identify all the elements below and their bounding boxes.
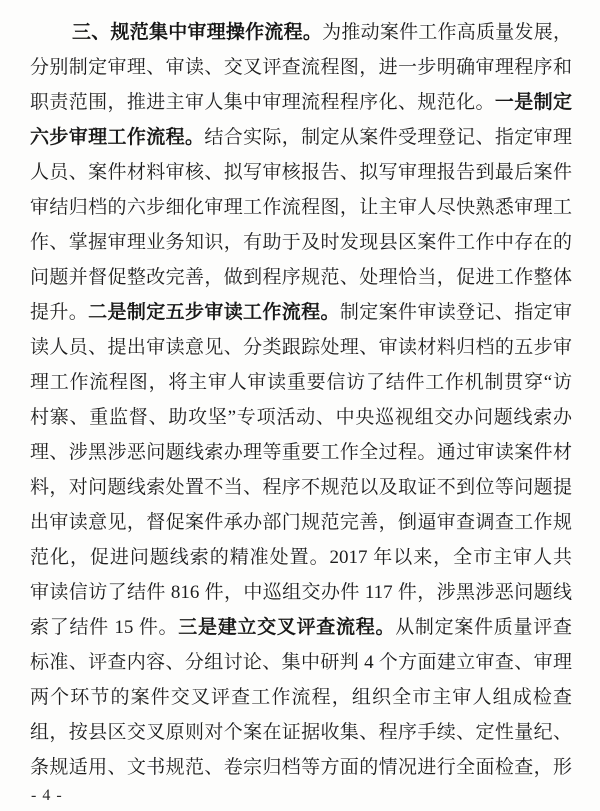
text-line	[30, 750, 572, 785]
text-segment: 审读信访了结件 816 件，中巡组交办件 117 件，涉黑涉恶问题线	[30, 582, 572, 603]
text-line	[30, 610, 572, 645]
text-line	[30, 715, 572, 750]
text-segment: 组，按县区交叉原则对个案在证据收集、程序手续、定性量纪、	[30, 722, 572, 743]
text-segment: 出审读意见，督促案件承办部门规范完善，倒逼审查调查工作规	[30, 512, 572, 533]
text-segment: 审结归档的六步细化审理工作流程图，让主审人尽快熟悉审理工	[30, 197, 572, 218]
text-line	[30, 85, 572, 120]
text-line	[30, 15, 572, 50]
text-segment: 理工作流程图，将主审人审读重要信访了结件工作机制贯穿“访	[30, 372, 572, 393]
text-segment: 村寨、重监督、助攻坚”专项活动、中央巡视组交办问题线索办	[30, 407, 572, 428]
text-line	[30, 540, 572, 575]
text-segment: 结合实际，制定从案件受理登记、指定审理	[204, 127, 572, 148]
text-segment: 三是建立交叉评查流程。	[178, 617, 396, 638]
text-segment: 提升。	[30, 302, 89, 323]
text-line	[30, 295, 572, 330]
text-line	[30, 575, 572, 610]
text-segment: 一是制定	[494, 92, 572, 113]
text-segment: 标准、评查内容、分组讨论、集中研判 4 个方面建立审查、审理	[30, 652, 572, 673]
text-line	[30, 505, 572, 540]
text-line	[30, 330, 572, 365]
document-text	[30, 15, 572, 785]
text-segment: 为推动案件工作高质量发展，	[322, 22, 572, 43]
text-segment: 理、涉黑涉恶问题线索办理等重要工作全过程。通过审读案件材	[30, 442, 572, 463]
text-segment: 制定案件审读登记、指定审	[339, 302, 572, 323]
text-line	[30, 645, 572, 680]
text-segment: 分别制定审理、审读、交叉评查流程图，进一步明确审理程序和	[30, 57, 572, 78]
text-segment: 作、掌握审理业务知识，有助于及时发现县区案件工作中存在的	[30, 232, 572, 253]
text-segment: 职责范围，推进主审人集中审理流程程序化、规范化。	[30, 92, 495, 113]
text-segment: 料，对问题线索处置不当、程序不规范以及取证不到位等问题提	[30, 477, 572, 498]
text-segment: 从制定案件质量评查	[395, 617, 572, 638]
text-segment: 二是制定五步审读工作流程。	[88, 302, 340, 323]
text-segment: 索了结件 15 件。	[30, 617, 179, 638]
text-segment: 条规适用、文书规范、卷宗归档等方面的情况进行全面检查，形	[30, 757, 572, 778]
text-line	[30, 435, 572, 470]
text-line	[30, 260, 572, 295]
text-line	[30, 120, 572, 155]
text-segment: 三、规范集中审理操作流程。	[72, 22, 323, 43]
text-segment: 读人员、提出审读意见、分类跟踪处理、审读材料归档的五步审	[30, 337, 572, 358]
text-segment: 人员、案件材料审核、拟写审核报告、拟写审理报告到最后案件	[30, 162, 572, 183]
text-line	[30, 225, 572, 260]
text-segment: 两个环节的案件交叉评查工作流程，组织全市主审人组成检查	[30, 687, 572, 708]
text-segment: 问题并督促整改完善，做到程序规范、处理恰当，促进工作整体	[30, 267, 572, 288]
text-line	[30, 50, 572, 85]
text-line	[30, 190, 572, 225]
text-segment: 范化，促进问题线索的精准处置。2017 年以来，全市主审人共	[30, 547, 572, 568]
text-line	[30, 155, 572, 190]
text-line	[30, 680, 572, 715]
text-line	[30, 470, 572, 505]
text-line	[30, 365, 572, 400]
text-line	[30, 400, 572, 435]
page-number: - 4 -	[31, 787, 63, 804]
text-segment: 六步审理工作流程。	[30, 127, 205, 148]
